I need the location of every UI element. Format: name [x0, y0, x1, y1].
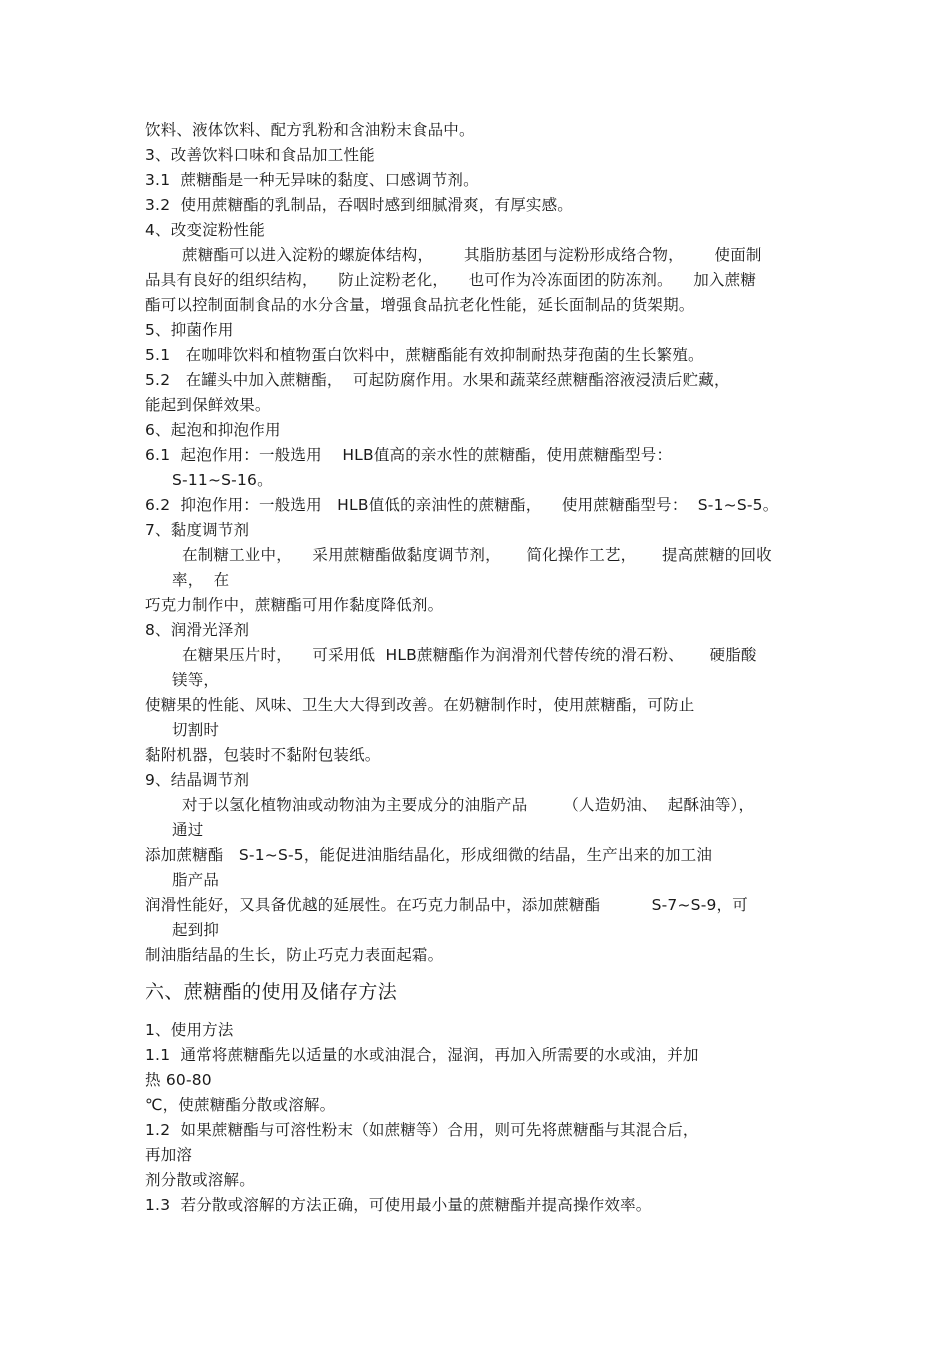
text-line: 率， 在: [172, 571, 230, 589]
text-line: 脂产品: [172, 871, 220, 889]
text-line: 使糖果的性能、风味、卫生大大得到改善。在奶糖制作时，使用蔗糖酯，可防止: [145, 696, 695, 714]
text-line: 1.3 若分散或溶解的方法正确，可使用最小量的蔗糖酯并提高操作效率。: [145, 1196, 652, 1214]
subheading-line: 6、起泡和抑泡作用: [145, 421, 281, 439]
text-line: 热 60-80: [145, 1071, 212, 1089]
text-line: 蔗糖酯可以进入淀粉的螺旋体结构， 其脂肪基团与淀粉形成络合物， 使面制: [182, 246, 762, 264]
text-line: 制油脂结晶的生长，防止巧克力表面起霜。: [145, 946, 444, 964]
text-line: 巧克力制作中，蔗糖酯可用作黏度降低剂。: [145, 596, 444, 614]
text-line: 黏附机器，包装时不黏附包装纸。: [145, 746, 381, 764]
text-line: 通过: [172, 821, 204, 839]
subheading-line: 9、结晶调节剂: [145, 771, 250, 789]
text-line: 起到抑: [172, 921, 220, 939]
text-line: 1.1 通常将蔗糖酯先以适量的水或油混合，湿润，再加入所需要的水或油，并加: [145, 1046, 699, 1064]
text-line: 饮料、液体饮料、配方乳粉和含油粉末食品中。: [145, 121, 475, 139]
text-line: 品具有良好的组织结构， 防止淀粉老化， 也可作为冷冻面团的防冻剂。 加入蔗糖: [145, 271, 757, 289]
text-line: 能起到保鲜效果。: [145, 396, 271, 414]
text-line: 3.2 使用蔗糖酯的乳制品，吞咽时感到细腻滑爽，有厚实感。: [145, 196, 574, 214]
text-line: ℃，使蔗糖酯分散或溶解。: [145, 1096, 336, 1114]
subheading-line: 8、润滑光泽剂: [145, 621, 250, 639]
text-line: 6.2 抑泡作用：一般选用 HLB值低的亲油性的蔗糖酯， 使用蔗糖酯型号： S-1~S-5。: [145, 496, 779, 514]
text-line: 润滑性能好，又具备优越的延展性。在巧克力制品中，添加蔗糖酯 S-7~S-9，可: [145, 896, 748, 914]
text-line: 在制糖工业中， 采用蔗糖酯做黏度调节剂， 简化操作工艺， 提高蔗糖的回收: [182, 546, 772, 564]
subheading-line: 7、黏度调节剂: [145, 521, 250, 539]
text-line: 酯可以控制面制食品的水分含量，增强食品抗老化性能，延长面制品的货架期。: [145, 296, 695, 314]
text-line: 剂分散或溶解。: [145, 1171, 255, 1189]
text-line: 6.1 起泡作用：一般选用 HLB值高的亲水性的蔗糖酯，使用蔗糖酯型号：: [145, 446, 673, 464]
subheading-line: 1、使用方法: [145, 1021, 234, 1039]
text-line: S-11~S-16。: [172, 471, 273, 489]
text-line: 在糖果压片时， 可采用低 HLB蔗糖酯作为润滑剂代替传统的滑石粉、 硬脂酸: [182, 646, 757, 664]
subheading-line: 5、抑菌作用: [145, 321, 234, 339]
text-line: 5.1 在咖啡饮料和植物蛋白饮料中，蔗糖酯能有效抑制耐热芽孢菌的生长繁殖。: [145, 346, 704, 364]
text-line: 镁等，: [172, 671, 220, 689]
section-heading: 六、蔗糖酯的使用及储存方法: [145, 981, 398, 1003]
text-line: 3.1 蔗糖酯是一种无异味的黏度、口感调节剂。: [145, 171, 479, 189]
subheading-line: 3、改善饮料口味和食品加工性能: [145, 146, 375, 164]
text-line: 再加溶: [145, 1146, 193, 1164]
text-line: 切割时: [172, 721, 220, 739]
text-line: 对于以氢化植物油或动物油为主要成分的油脂产品 （人造奶油、 起酥油等），: [182, 796, 755, 814]
text-line: 5.2 在罐头中加入蔗糖酯， 可起防腐作用。水果和蔬菜经蔗糖酯溶液浸渍后贮藏，: [145, 371, 730, 389]
subheading-line: 4、改变淀粉性能: [145, 221, 265, 239]
text-line: 1.2 如果蔗糖酯与可溶性粉末（如蔗糖等）合用，则可先将蔗糖酯与其混合后，: [145, 1121, 699, 1139]
text-line: 添加蔗糖酯 S-1~S-5，能促进油脂结晶化，形成细微的结晶，生产出来的加工油: [145, 846, 713, 864]
